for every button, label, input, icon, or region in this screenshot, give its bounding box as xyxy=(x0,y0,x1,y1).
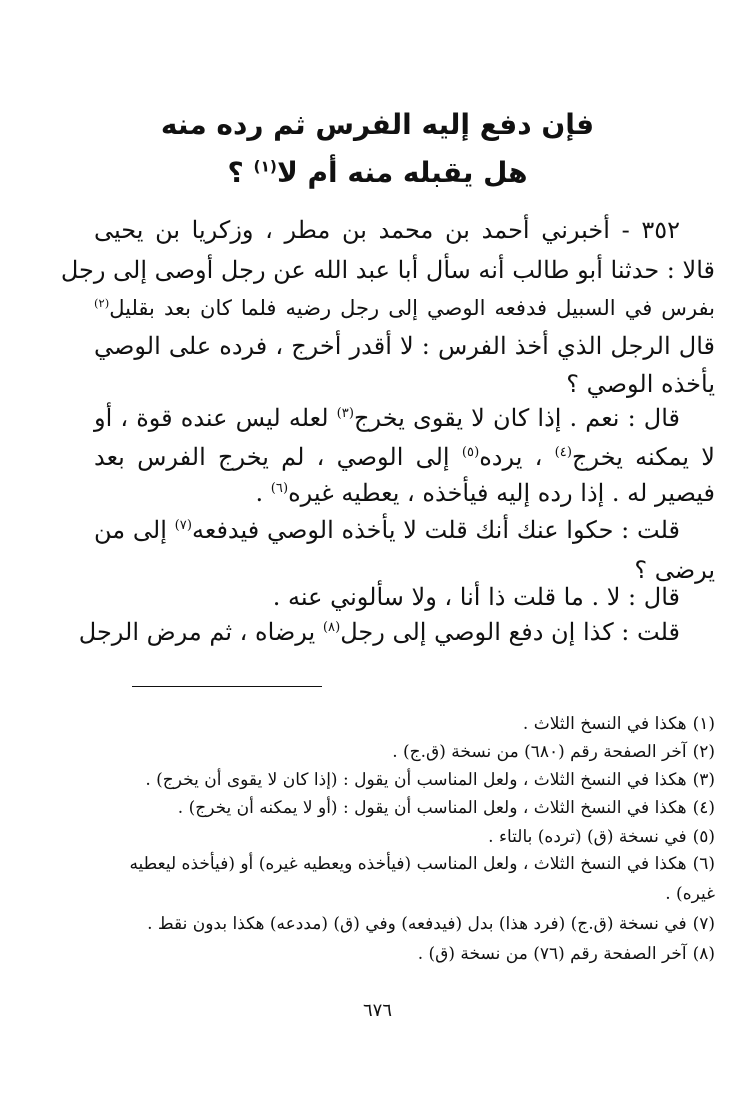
text-segment: يرضى ؟ xyxy=(634,556,715,584)
text-segment: يرضاه ، ثم مرض الرجل xyxy=(78,618,323,646)
text-segment: قلت : حكوا عنك أنك قلت لا يأخذه الوصي فيدفعه xyxy=(192,516,680,544)
text-segment: يأخذه الوصي ؟ xyxy=(566,370,715,398)
text-line xyxy=(78,612,680,652)
text-segment: قال : لا . ما قلت ذا أنا ، ولا سألوني عنه . xyxy=(272,583,680,611)
text-line xyxy=(94,210,680,250)
text-segment: إلى الوصي ، لم يخرج الفرس بعد xyxy=(94,443,462,471)
footnote-separator xyxy=(132,686,322,687)
footnote-number: (٣) xyxy=(692,770,715,790)
footnote-reference: (٦) xyxy=(270,481,289,496)
footnote-number: (٥) xyxy=(692,827,715,847)
footnote xyxy=(92,940,715,968)
text-segment: ، يرده xyxy=(479,443,555,471)
text-segment: فيصير له . إذا رده إليه فيأخذه ، يعطيه غيره xyxy=(288,479,715,507)
footnote-number: (٨) xyxy=(692,944,715,964)
text-line xyxy=(94,510,680,550)
footnote-reference: (٧) xyxy=(174,518,193,533)
footnote-text: في نسخة (ق.ج) (فرد هذا) بدل (فيدفعه) وفي (ق) (مددعه) هكذا بدون نقط . xyxy=(147,914,687,934)
footnote-text: آخر الصفحة رقم (٧٦) من نسخة (ق) . xyxy=(417,944,687,964)
footnote-number: (١) xyxy=(692,714,715,734)
text-segment: . xyxy=(255,479,271,507)
footnote-number: (٢) xyxy=(692,742,715,762)
text-segment: إلى من xyxy=(94,516,175,544)
footnote-reference: (٥) xyxy=(461,445,480,460)
page-number: ٦٧٦ xyxy=(362,1000,392,1021)
footnote xyxy=(92,738,715,766)
footnote xyxy=(92,850,715,878)
footnote-text: هكذا في النسخ الثلاث ، ولعل المناسب أن يقول : (إذا كان لا يقوى أن يخرج) . xyxy=(145,770,687,790)
text-line xyxy=(94,473,715,513)
text-line xyxy=(94,577,680,617)
footnote-text: آخر الصفحة رقم (٦٨٠) من نسخة (ق.ج) . xyxy=(392,742,687,762)
footnote-reference: (٣) xyxy=(336,406,355,421)
footnote-reference: (٤) xyxy=(554,445,573,460)
chapter-heading-line-2 xyxy=(60,156,695,189)
text-segment: قال : نعم . إذا كان لا يقوى يخرج xyxy=(354,404,680,432)
footnote xyxy=(92,710,715,738)
text-line xyxy=(94,326,715,366)
text-line xyxy=(94,288,715,328)
text-segment: قلت : كذا إن دفع الوصي إلى رجل xyxy=(340,618,680,646)
footnote-text: في نسخة (ق) (ترده) بالتاء . xyxy=(488,827,687,847)
text-line xyxy=(94,398,680,438)
footnote xyxy=(92,880,715,908)
text-segment: ٣٥٢ - أخبرني أحمد بن محمد بن مطر ، وزكريا بن يحيى xyxy=(94,216,680,244)
text-line xyxy=(60,250,715,290)
text-segment: لعله ليس عنده قوة ، أو xyxy=(94,404,337,432)
footnote-number: (٤) xyxy=(692,798,715,818)
text-segment: قال الرجل الذي أخذ الفرس : لا أقدر أخرج ، فرده على الوصي xyxy=(94,332,715,360)
footnote-number: (٦) xyxy=(692,854,715,874)
text-segment: بفرس في السبيل فدفعه الوصي إلى رجل رضيه فلما كان بعد بقليل xyxy=(109,296,715,320)
heading-question-text: هل يقبله منه أم لا xyxy=(276,156,528,189)
footnote-text: هكذا في النسخ الثلاث ، ولعل المناسب أن يقول : (أو لا يمكنه أن يخرج) . xyxy=(177,798,687,818)
footnote xyxy=(92,794,715,822)
footnote-text: هكذا في النسخ الثلاث . xyxy=(522,714,687,734)
footnote-text: غيره) . xyxy=(665,884,715,904)
heading-question-mark: ؟ xyxy=(227,156,254,189)
text-line xyxy=(94,437,715,477)
text-segment: قالا : حدثنا أبو طالب أنه سأل أبا عبد الله عن رجل أوصى إلى رجل xyxy=(60,256,715,284)
footnote xyxy=(92,823,715,851)
footnote-reference: (١) xyxy=(253,157,277,176)
footnote xyxy=(92,766,715,794)
chapter-heading-line-1: فإن دفع إليه الفرس ثم رده منه xyxy=(160,108,595,141)
footnote-text: هكذا في النسخ الثلاث ، ولعل المناسب (فيأخذه ويعطيه غيره) أو (فيأخذه ليعطيه xyxy=(129,854,687,874)
footnote-reference: (٢) xyxy=(94,296,110,310)
footnote-number: (٧) xyxy=(692,914,715,934)
footnote xyxy=(92,910,715,938)
text-segment: لا يمكنه يخرج xyxy=(572,443,715,471)
footnote-reference: (٨) xyxy=(322,620,341,635)
